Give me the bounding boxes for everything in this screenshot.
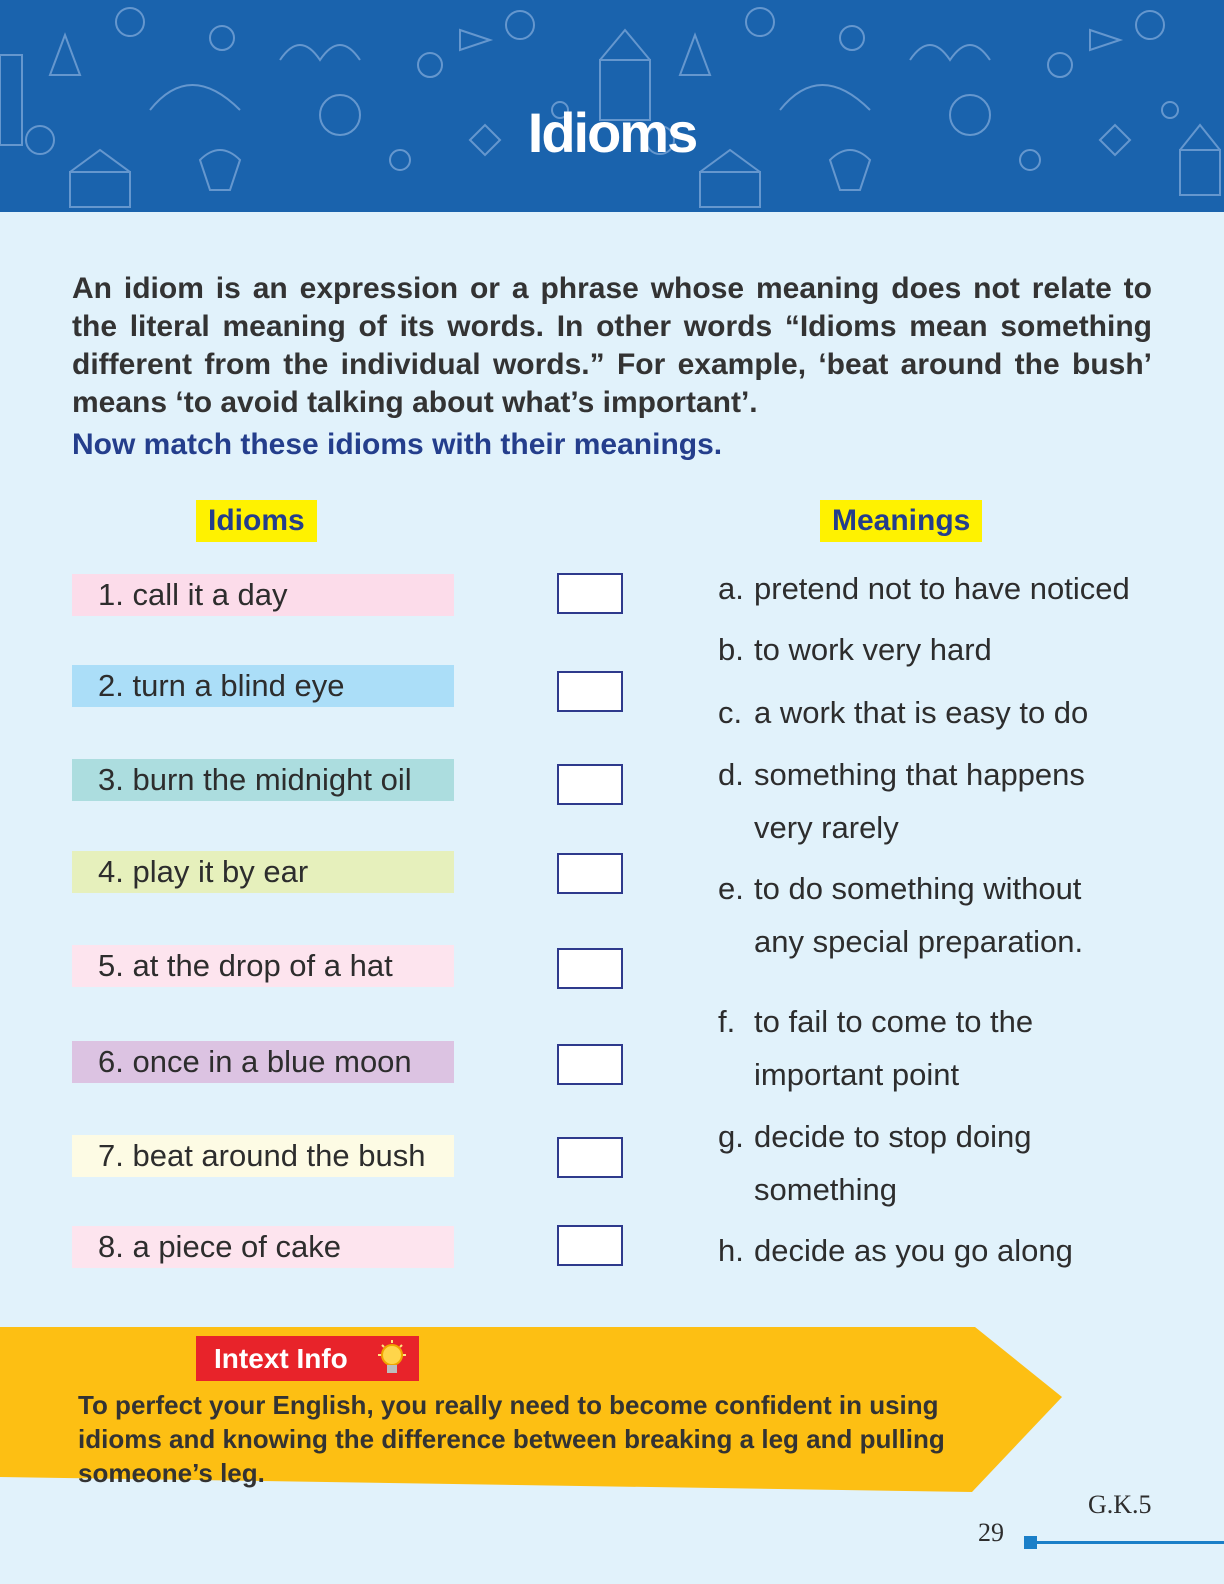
meaning-text: something that happens xyxy=(754,757,1085,792)
answer-box-1[interactable] xyxy=(557,573,623,614)
idiom-item-6: 6. once in a blue moon xyxy=(72,1041,454,1083)
meaning-letter: e. xyxy=(718,871,744,906)
meaning-letter: c. xyxy=(718,695,743,730)
meaning-text: to fail to come to the xyxy=(754,1004,1034,1039)
idiom-item-3: 3. burn the midnight oil xyxy=(72,759,454,801)
meaning-letter: b. xyxy=(718,632,744,667)
answer-box-3[interactable] xyxy=(557,764,623,805)
answer-box-4[interactable] xyxy=(557,853,623,894)
idiom-item-8: 8. a piece of cake xyxy=(72,1226,454,1268)
idiom-item-7: 7. beat around the bush xyxy=(72,1135,454,1177)
meaning-text: decide as you go along xyxy=(754,1233,1073,1268)
book-code: G.K.5 xyxy=(1088,1490,1152,1519)
meaning-letter: d. xyxy=(718,757,744,792)
page-number: 29 xyxy=(978,1518,1004,1547)
page-number-accent xyxy=(1024,1536,1224,1550)
header-banner xyxy=(0,0,1224,212)
meanings-heading: Meanings xyxy=(820,500,982,542)
meaning-text: to work very hard xyxy=(754,632,992,667)
answer-box-6[interactable] xyxy=(557,1044,623,1085)
meaning-text: to do something without xyxy=(754,871,1082,906)
page-title: Idioms xyxy=(527,101,697,164)
lightbulb-icon xyxy=(376,1340,408,1380)
meaning-text: decide to stop doing xyxy=(754,1119,1032,1154)
meaning-letter: f. xyxy=(718,1004,736,1039)
idiom-item-4: 4. play it by ear xyxy=(72,851,454,893)
instruction-text: Now match these idioms with their meanings. xyxy=(72,428,723,461)
idiom-item-5: 5. at the drop of a hat xyxy=(72,945,454,987)
answer-box-8[interactable] xyxy=(557,1225,623,1266)
idiom-item-2: 2. turn a blind eye xyxy=(72,665,454,707)
meaning-text-line2: something xyxy=(754,1172,898,1207)
meaning-text-line2: important point xyxy=(754,1057,960,1092)
intext-info-text: To perfect your English, you really need to become confident in using idioms and knowing the difference between breaking a leg and pulling someone’s leg. xyxy=(78,1390,945,1488)
intro-paragraph: An idiom is an expression or a phrase whose meaning does not relate to the literal meaning of its words. In other words “Idioms mean something different from the individual words.” For example, ‘beat around the bush’ means ‘to avoid talking about what’s important’. xyxy=(72,272,1152,419)
answer-box-5[interactable] xyxy=(557,948,623,989)
meaning-letter: a. xyxy=(718,571,744,606)
meaning-letter: h. xyxy=(718,1233,744,1268)
idioms-heading: Idioms xyxy=(196,500,317,542)
answer-box-7[interactable] xyxy=(557,1137,623,1178)
meaning-text: pretend not to have noticed xyxy=(754,571,1130,606)
meaning-letter: g. xyxy=(718,1119,744,1154)
intext-info-label: Intext Info xyxy=(196,1336,419,1381)
idiom-item-1: 1. call it a day xyxy=(72,574,454,616)
answer-box-2[interactable] xyxy=(557,671,623,712)
meaning-text: a work that is easy to do xyxy=(754,695,1089,730)
meaning-text-line2: very rarely xyxy=(754,810,899,845)
meaning-text-line2: any special preparation. xyxy=(754,924,1084,959)
